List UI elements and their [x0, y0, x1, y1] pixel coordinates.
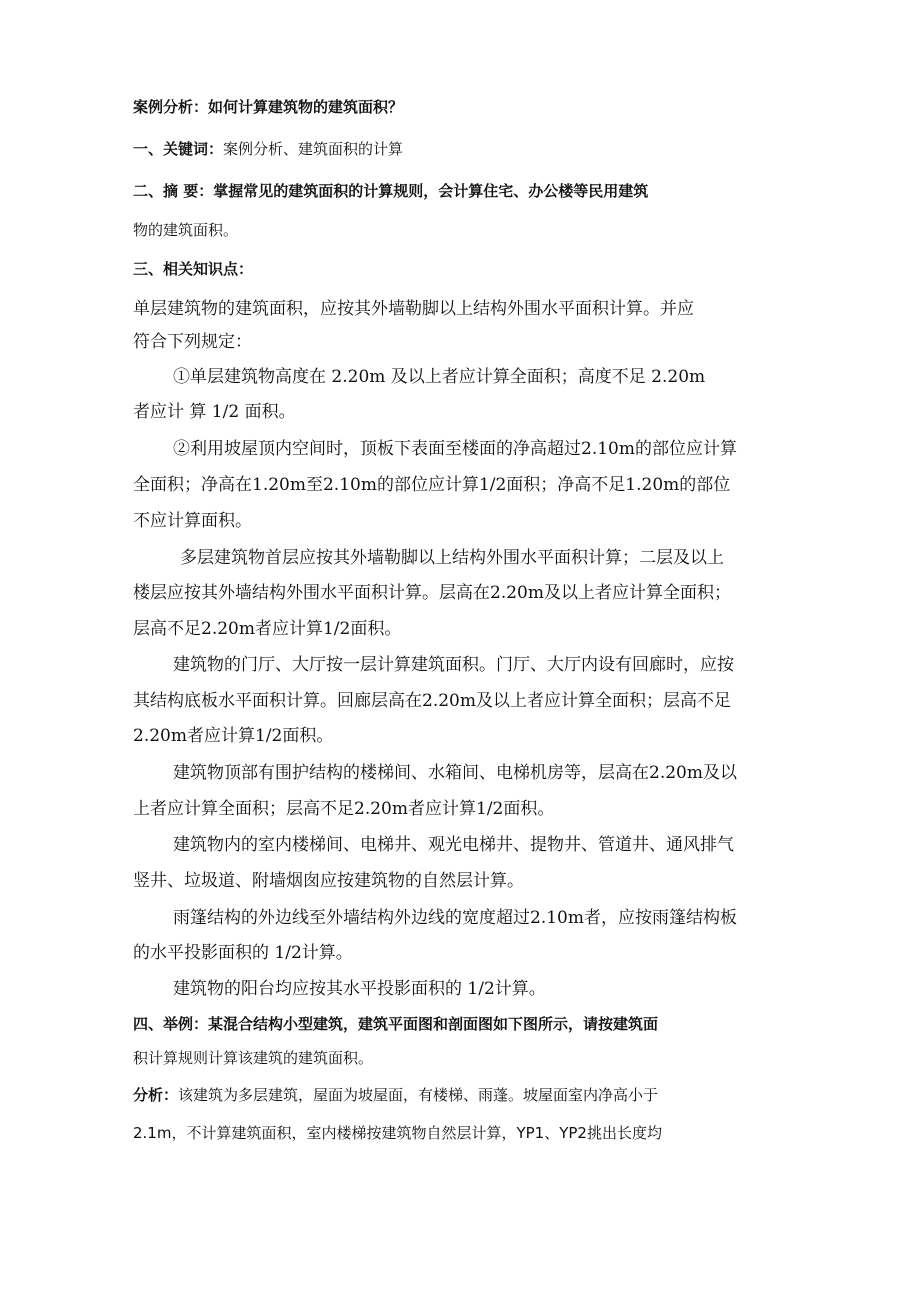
example-label: 四、举例：	[133, 1015, 209, 1033]
abstract-text-line1: 掌握常见的建筑面积的计算规则，会计算住宅、办公楼等民用建筑	[213, 182, 649, 200]
paragraph-5-line1: 建筑物内的室内楼梯间、电梯井、观光电梯井、提物井、管道井、通风排气	[173, 835, 734, 855]
paragraph-2-line1: 多层建筑物首层应按其外墙勒脚以上结构外围水平面积计算；二层及以上	[180, 548, 724, 568]
paragraph-1-line1: 单层建筑物的建筑面积，应按其外墙勒脚以上结构外围水平面积计算。并应	[133, 299, 694, 319]
keywords-label: 一、关键词：	[133, 140, 224, 158]
analysis-text-line1: 该建筑为多层建筑，屋面为坡屋面，有楼梯、雨蓬。坡屋面室内净高小于	[178, 1086, 659, 1104]
paragraph-3-line3: 2.20m者应计算1/2面积。	[133, 726, 334, 746]
analysis-text-line2: 2.1m，不计算建筑面积，室内楼梯按建筑物自然层计算，YP1、YP2挑出长度均	[133, 1124, 662, 1142]
paragraph-4-line1: 建筑物顶部有围护结构的楼梯间、水箱间、电梯机房等，层高在2.20m及以	[173, 763, 737, 783]
example-section	[133, 1013, 658, 1034]
paragraph-6-line2: 的水平投影面积的 1/2计算。	[133, 943, 353, 963]
abstract-label: 二、摘 要：	[133, 182, 214, 200]
example-text-line2: 积计算规则计算该建筑的建筑面积。	[133, 1049, 374, 1067]
paragraph-2-line2: 楼层应按其外墙结构外围水平面积计算。层高在2.20m及以上者应计算全面积；	[133, 583, 731, 603]
abstract-text-line2: 物的建筑面积。	[133, 221, 239, 239]
paragraph-1-line2: 符合下列规定：	[133, 332, 252, 352]
paragraph-3-line2: 其结构底板水平面积计算。回廊层高在2.20m及以上者应计算全面积；层高不足	[133, 691, 731, 711]
rule-item-2-line1: ②利用坡屋顶内空间时，顶板下表面至楼面的净高超过2.10m的部位应计算	[173, 439, 737, 459]
analysis-section	[133, 1084, 658, 1105]
paragraph-2-line3: 层高不足2.20m者应计算1/2面积。	[133, 619, 402, 639]
knowledge-heading: 三、相关知识点：	[133, 260, 254, 278]
paragraph-5-line2: 竖井、垃圾道、附墙烟囱应按建筑物的自然层计算。	[133, 871, 524, 891]
abstract-section	[133, 180, 648, 201]
paragraph-3-line1: 建筑物的门厅、大厅按一层计算建筑面积。门厅、大厅内设有回廊时，应按	[173, 655, 734, 675]
example-text-line1: 某混合结构小型建筑，建筑平面图和剖面图如下图所示，请按建筑面	[208, 1015, 659, 1033]
keywords-text: 案例分析、建筑面积的计算	[223, 140, 404, 158]
paragraph-4-line2: 上者应计算全面积；层高不足2.20m者应计算1/2面积。	[133, 799, 555, 819]
paragraph-7-line1: 建筑物的阳台均应按其水平投影面积的 1/2计算。	[173, 979, 546, 999]
document-title: 案例分析：如何计算建筑物的建筑面积？	[133, 98, 404, 116]
keywords-section	[133, 138, 403, 159]
rule-item-1-line2: 者应计 算 1/2 面积。	[133, 402, 296, 422]
analysis-label: 分析：	[133, 1086, 179, 1104]
rule-item-2-line2: 全面积；净高在1.20m至2.10m的部位应计算1/2面积；净高不足1.20m的部位	[133, 475, 731, 495]
rule-item-2-line3: 不应计算面积。	[133, 511, 252, 531]
rule-item-1-line1: ①单层建筑物高度在 2.20m 及以上者应计算全面积；高度不足 2.20m	[173, 367, 706, 387]
paragraph-6-line1: 雨篷结构的外边线至外墙结构外边线的宽度超过2.10m者，应按雨篷结构板	[173, 908, 737, 928]
